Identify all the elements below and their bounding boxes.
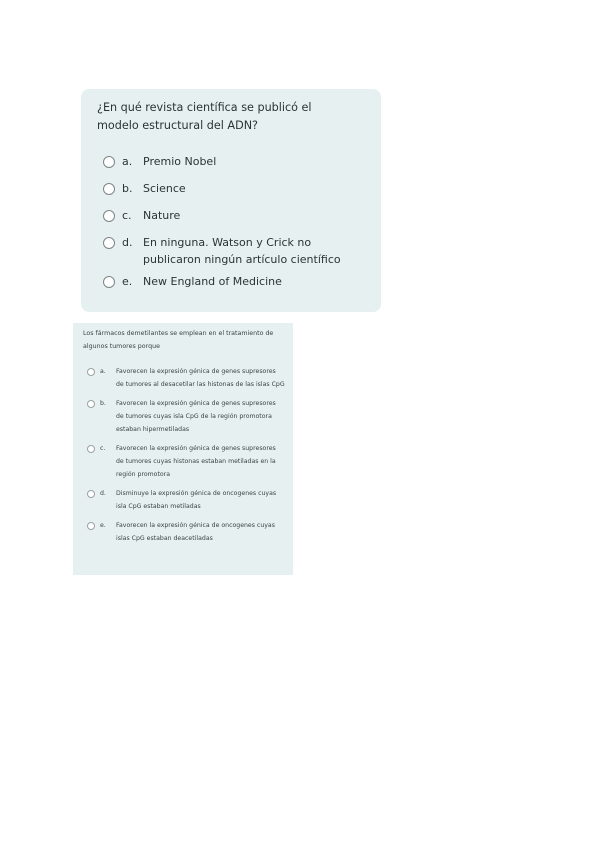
- radio-button[interactable]: [87, 522, 95, 530]
- option-1a[interactable]: [97, 153, 367, 170]
- option-label: Science: [143, 182, 186, 195]
- radio-button[interactable]: [103, 210, 115, 222]
- option-label: New England of Medicine: [143, 275, 282, 288]
- question-1-prompt: ¿En qué revista científica se publicó el modelo estructural del ADN?: [97, 101, 312, 132]
- option-2b[interactable]: [83, 397, 285, 436]
- option-letter: c.: [122, 209, 132, 222]
- option-letter: e.: [100, 522, 106, 529]
- option-letter: b.: [122, 182, 133, 195]
- option-2c[interactable]: [83, 442, 285, 481]
- option-label: Favorecen la expresión génica de oncogenes cuyas islas CpG estaban deacetiladas: [116, 522, 275, 542]
- option-2e[interactable]: [83, 519, 285, 545]
- radio-button[interactable]: [103, 183, 115, 195]
- question-card-2: [73, 323, 293, 575]
- option-letter: e.: [122, 275, 133, 288]
- option-letter: d.: [122, 236, 133, 249]
- option-letter: b.: [100, 400, 106, 407]
- option-letter: a.: [100, 368, 106, 375]
- radio-button[interactable]: [103, 276, 115, 288]
- option-label: Favorecen la expresión génica de genes supresores de tumores cuyas histonas estaban metiladas en la región promotora: [116, 445, 276, 478]
- radio-button[interactable]: [87, 445, 95, 453]
- radio-button[interactable]: [103, 237, 115, 249]
- option-label: En ninguna. Watson y Crick no publicaron ningún artículo científico: [143, 236, 341, 266]
- option-label: Favorecen la expresión génica de genes supresores de tumores cuyas isla CpG de la región promotora estaban hipermetiladas: [116, 400, 276, 433]
- radio-button[interactable]: [87, 400, 95, 408]
- option-letter: a.: [122, 155, 133, 168]
- option-2a[interactable]: [83, 365, 285, 391]
- option-1e[interactable]: [97, 273, 367, 290]
- question-2-prompt: Los fármacos demetilantes se emplean en el tratamiento de algunos tumores porque: [83, 330, 274, 350]
- radio-button[interactable]: [103, 156, 115, 168]
- radio-button[interactable]: [87, 368, 95, 376]
- option-label: Favorecen la expresión génica de genes supresores de tumores al desacetilar las histonas de las islas CpG: [116, 368, 285, 388]
- option-letter: d.: [100, 490, 106, 497]
- option-label: Nature: [143, 209, 181, 222]
- option-letter: c.: [100, 445, 106, 452]
- option-1b[interactable]: [97, 180, 367, 197]
- option-label: Premio Nobel: [143, 155, 217, 168]
- radio-button[interactable]: [87, 490, 95, 498]
- option-label: Disminuye la expresión génica de oncogenes cuyas isla CpG estaban metiladas: [116, 490, 277, 510]
- option-1d[interactable]: [97, 234, 367, 268]
- option-1c[interactable]: [97, 207, 367, 224]
- question-card-1: [81, 89, 381, 312]
- option-2d[interactable]: [83, 487, 285, 513]
